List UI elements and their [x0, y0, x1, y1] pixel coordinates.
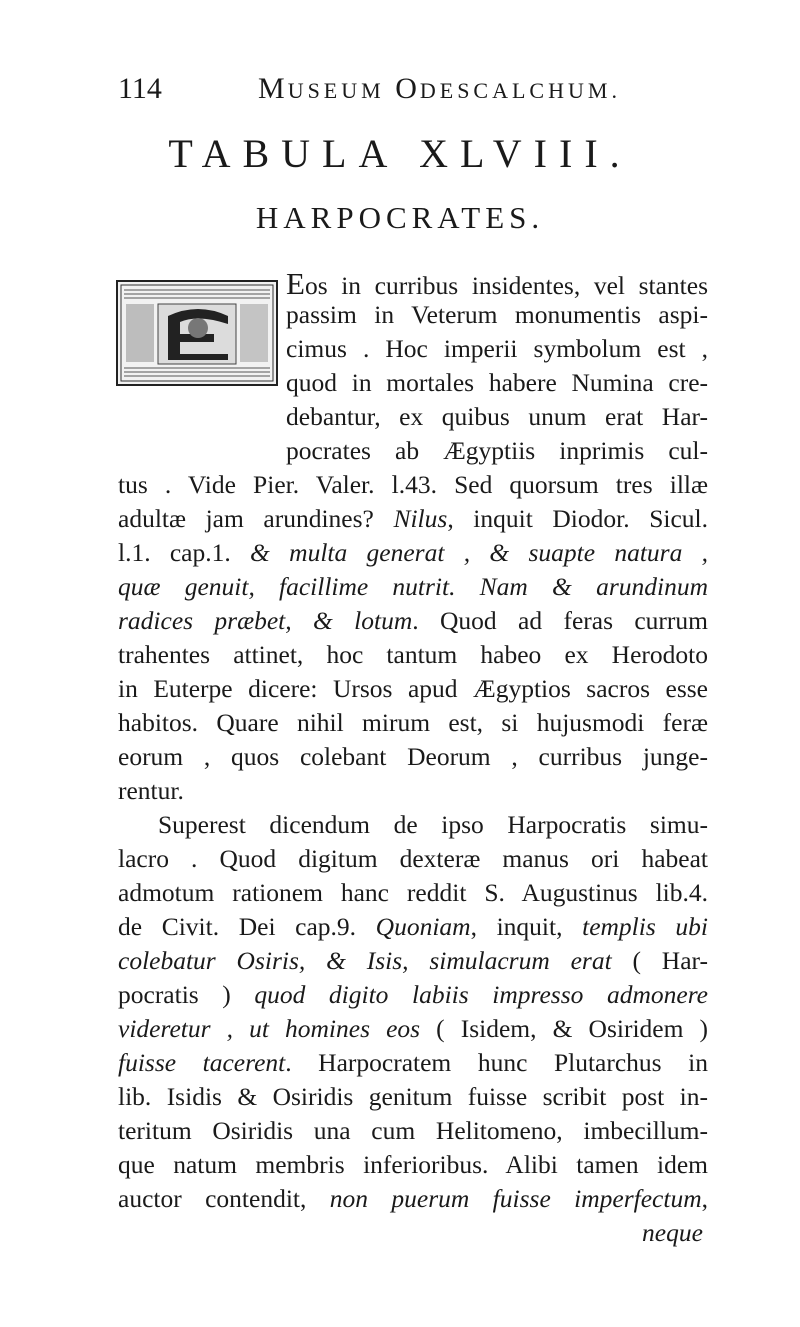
text-line: teritum Osiridis una cum Helitomeno, imbecillum-	[118, 1116, 708, 1145]
text-line: eorum , quos colebant Deorum , curribus junge-	[118, 742, 708, 771]
text-line: radices præbet, & lotum. Quod ad feras currum	[118, 606, 708, 635]
decorated-initial-image	[116, 280, 278, 386]
text-line: Superest dicendum de ipso Harpocratis simu-	[158, 810, 708, 839]
text-line: l.1. cap.1. & multa generat , & suapte natura ,	[118, 538, 708, 567]
text-line: fuisse tacerent. Harpocratem hunc Plutarchus in	[118, 1048, 708, 1077]
text-line: lacro . Quod digitum dexteræ manus ori habeat	[118, 844, 708, 873]
page-number: 114	[118, 72, 162, 105]
initial-ornament-icon	[118, 282, 276, 384]
text-line: tus . Vide Pier. Valer. l.43. Sed quorsum tres illæ	[118, 470, 708, 499]
text-line: rentur.	[118, 776, 184, 805]
text-line: lib. Isidis & Osiridis genitum fuisse scribit post in-	[118, 1082, 708, 1111]
text-line: cimus . Hoc imperii symbolum est ,	[286, 334, 708, 363]
running-title: MUSEUM ODESCALCHUM.	[258, 72, 621, 105]
text-line: debantur, ex quibus unum erat Har-	[286, 402, 708, 431]
plate-title: TABULA XLVIII.	[168, 131, 632, 176]
text-line: de Civit. Dei cap.9. Quoniam, inquit, templis ubi	[118, 912, 708, 941]
text-line: auctor contendit, non puerum fuisse imperfectum,	[118, 1184, 708, 1213]
text-line: quæ genuit, facillime nutrit. Nam & arundinum	[118, 572, 708, 601]
text-line: Eos in curribus insidentes, vel stantes	[286, 266, 708, 301]
plate-subject: HARPOCRATES.	[255, 200, 545, 235]
text-line: pocrates ab Ægyptiis inprimis cul-	[286, 436, 708, 465]
catchword: neque	[642, 1218, 703, 1247]
text-line: admotum rationem hanc reddit S. Augustinus lib.4.	[118, 878, 708, 907]
text-line: adultæ jam arundines? Nilus, inquit Diodor. Sicul.	[118, 504, 708, 533]
text-line: trahentes attinet, hoc tantum habeo ex Herodoto	[118, 640, 708, 669]
text-line: in Euterpe dicere: Ursos apud Ægyptios sacros esse	[118, 674, 708, 703]
text-line: videretur , ut homines eos ( Isidem, & Osiridem )	[118, 1014, 709, 1043]
text-line: quod in mortales habere Numina cre-	[286, 368, 708, 397]
running-head	[118, 72, 678, 112]
text-line: colebatur Osiris, & Isis, simulacrum erat ( Har-	[118, 946, 708, 975]
text-line: habitos. Quare nihil mirum est, si hujusmodi feræ	[118, 708, 708, 737]
text-line: que natum membris inferioribus. Alibi tamen idem	[118, 1150, 708, 1179]
text-line: pocratis ) quod digito labiis impresso admonere	[118, 980, 708, 1009]
text-line: passim in Veterum monumentis aspi-	[286, 300, 708, 329]
